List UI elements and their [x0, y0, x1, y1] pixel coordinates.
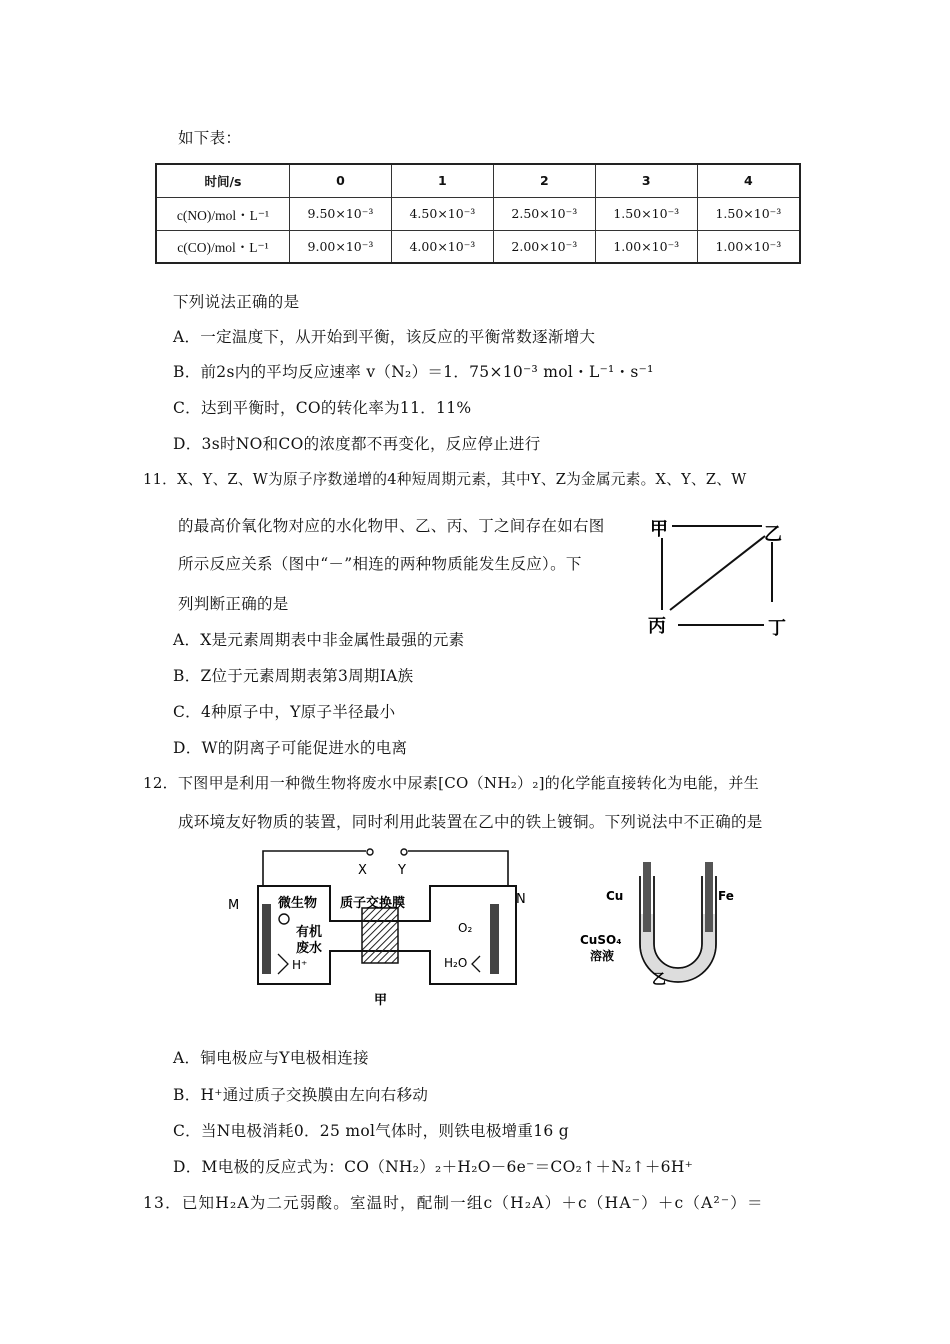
concentration-table: [155, 163, 801, 264]
q10-stem: 下列说法正确的是: [173, 293, 300, 311]
table-cell: 1.50×10⁻³: [697, 197, 800, 230]
q11-line3: 所示反应关系（图中“－”相连的两种物质能发生反应）。下: [178, 555, 582, 573]
q11-option-a: A．X是元素周期表中非金属性最强的元素: [173, 631, 465, 649]
table-cell: 9.00×10⁻³: [290, 230, 392, 263]
label-hplus: H⁺: [292, 958, 308, 972]
fuel-cell-diagram: [218, 846, 538, 1016]
q12-option-c: C．当N电极消耗0．25 mol气体时，则铁电极增重16 g: [173, 1122, 569, 1140]
q11-option-b: B．Z位于元素周期表第3周期IA族: [173, 667, 414, 685]
header-t3: 3: [595, 164, 697, 197]
table-cell: 1.00×10⁻³: [595, 230, 697, 263]
label-cu: Cu: [606, 889, 624, 903]
caption-jia: 甲: [374, 993, 388, 1008]
q11-line4: 列判断正确的是: [178, 595, 289, 613]
row-label-co: c(CO)/mol・L⁻¹: [156, 230, 290, 263]
label-wastewater: 废水: [296, 941, 323, 956]
label-o2: O₂: [458, 921, 473, 935]
label-cuso4: CuSO₄: [580, 933, 622, 947]
label-jia: 甲: [650, 519, 668, 540]
q10-option-c: C．达到平衡时，CO的转化率为11．11%: [173, 399, 472, 417]
q12-line1: 12．下图甲是利用一种微生物将废水中尿素[CO（NH₂）₂]的化学能直接转化为电能，并生: [143, 774, 760, 792]
header-time: 时间/s: [156, 164, 290, 197]
q11-line1: 11．X、Y、Z、W为原子序数递增的4种短周期元素，其中Y、Z为金属元素。X、Y、Z、W: [143, 471, 747, 488]
q11-option-c: C．4种原子中，Y原子半径最小: [173, 703, 396, 721]
caption-yi: 乙: [652, 972, 666, 988]
header-t1: 1: [391, 164, 493, 197]
q10-option-d: D．3s时NO和CO的浓度都不再变化，反应停止进行: [173, 435, 541, 453]
table-cell: 1.00×10⁻³: [697, 230, 800, 263]
table-row: [156, 197, 800, 230]
label-membrane: 质子交换膜: [340, 896, 406, 911]
q11-line2: 的最高价氧化物对应的水化物甲、乙、丙、丁之间存在如右图: [178, 517, 605, 535]
terminal-y: Y: [398, 863, 406, 878]
row-label-no: c(NO)/mol・L⁻¹: [156, 197, 290, 230]
intro-text: 如下表：: [178, 129, 242, 147]
label-bing: 丙: [648, 616, 666, 637]
label-ding: 丁: [768, 618, 786, 639]
electrode-n: N: [516, 892, 526, 907]
q12-line2: 成环境友好物质的装置，同时利用此装置在乙中的铁上镀铜。下列说法中不正确的是: [178, 813, 763, 831]
q10-option-a: A．一定温度下，从开始到平衡，该反应的平衡常数逐渐增大: [173, 328, 596, 346]
header-t4: 4: [697, 164, 800, 197]
table-cell: 1.50×10⁻³: [595, 197, 697, 230]
q12-option-a: A．铜电极应与Y电极相连接: [173, 1049, 369, 1067]
header-t0: 0: [290, 164, 392, 197]
q12-option-d: D．M电极的反应式为：CO（NH₂）₂＋H₂O－6e⁻＝CO₂↑＋N₂↑＋6H⁺: [173, 1158, 694, 1176]
label-fe: Fe: [718, 889, 734, 903]
table-cell: 2.50×10⁻³: [493, 197, 595, 230]
label-microbe: 微生物: [278, 896, 318, 911]
table-row: [156, 230, 800, 263]
table-cell: 4.00×10⁻³: [391, 230, 493, 263]
label-organic: 有机: [296, 925, 323, 940]
label-solution: 溶液: [590, 949, 615, 963]
q10-option-b: B．前2s内的平均反应速率 v（N₂）＝1．75×10⁻³ mol・L⁻¹・s⁻¹: [173, 363, 654, 381]
q13-line1: 13．已知H₂A为二元弱酸。室温时，配制一组c（H₂A）＋c（HA⁻）＋c（A²⁻）＝: [143, 1194, 764, 1212]
q11-option-d: D．W的阴离子可能促进水的电离: [173, 739, 408, 757]
electroplating-diagram: [572, 856, 732, 986]
label-h2o: H₂O: [444, 956, 468, 970]
terminal-x: X: [358, 863, 367, 878]
table-cell: 4.50×10⁻³: [391, 197, 493, 230]
q12-option-b: B．H⁺通过质子交换膜由左向右移动: [173, 1086, 429, 1104]
reaction-square-diagram: [640, 510, 800, 640]
table-cell: 2.00×10⁻³: [493, 230, 595, 263]
label-yi: 乙: [764, 524, 782, 545]
header-t2: 2: [493, 164, 595, 197]
table-cell: 9.50×10⁻³: [290, 197, 392, 230]
electrode-m: M: [228, 898, 240, 913]
